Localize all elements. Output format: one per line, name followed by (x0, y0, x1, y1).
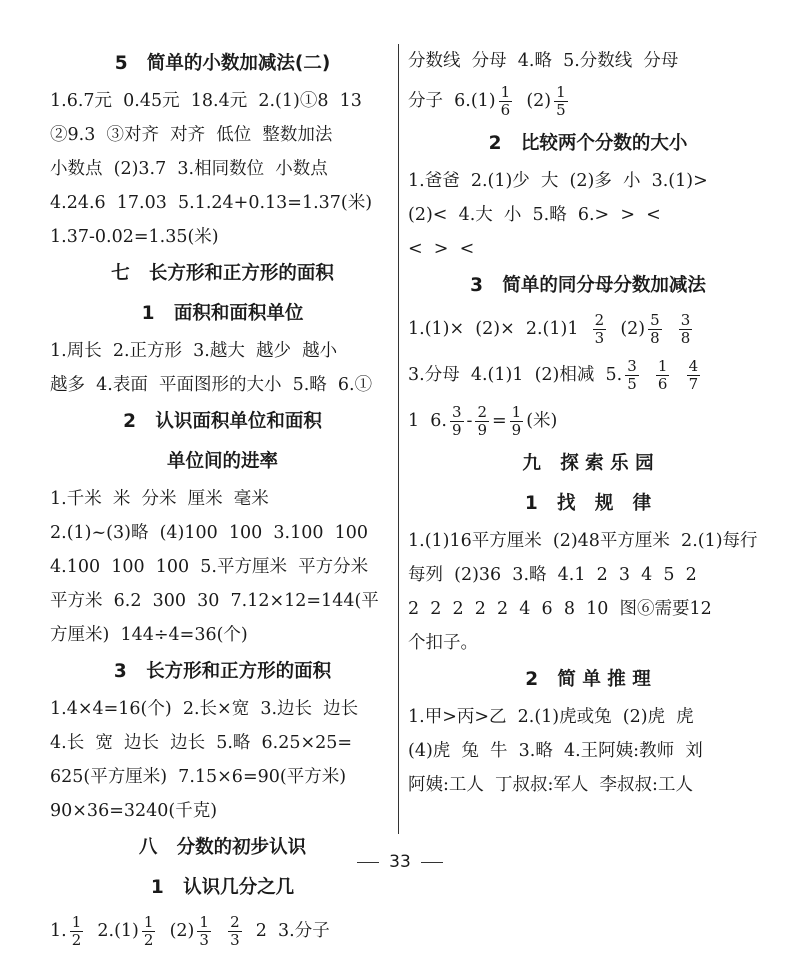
answer-line: 方厘米) 144÷4=36(个) (50, 625, 248, 645)
denominator: 7 (688, 375, 699, 393)
denominator: 9 (477, 421, 487, 439)
denominator: 3 (230, 931, 240, 949)
numerator: 1 (143, 913, 154, 931)
fraction (142, 914, 156, 949)
section-heading-cont: 单位间的进率 (166, 451, 278, 472)
numerator: 5 (650, 311, 660, 329)
section-heading: 5 简单的小数加减法(二) (114, 53, 331, 74)
denominator: 2 (71, 931, 82, 949)
answer-line-fractions (408, 78, 768, 124)
answer-text: 1.(1)× (2)× 2.(1)1 (408, 319, 579, 339)
numerator: 1 (500, 83, 511, 101)
denominator: 8 (680, 329, 691, 347)
section-heading: 2 认识面积单位和面积 (123, 411, 322, 432)
answer-text: 1 6. (408, 411, 447, 431)
left-column (50, 44, 395, 954)
answer-line: 小数点 (2)3.7 3.相同数位 小数点 (50, 159, 328, 179)
denominator: 9 (511, 421, 522, 439)
numerator: 3 (627, 357, 637, 375)
answer-line: 平方米 6.2 300 30 7.12×12=144(平 (50, 591, 379, 611)
answer-text: 1. (50, 921, 67, 941)
fraction (70, 914, 84, 949)
chapter-heading: 九 探 索 乐 园 (522, 453, 654, 474)
denominator: 6 (657, 375, 668, 393)
answer-line: 625(平方厘米) 7.15×6=90(平方米) (50, 767, 347, 787)
answer-line: 4.长 宽 边长 边长 5.略 6.25×25= (50, 733, 353, 753)
answer-text: (米) (526, 411, 558, 431)
dash-right (421, 862, 443, 863)
answer-line: 4.100 100 100 5.平方厘米 平方分米 (50, 557, 369, 577)
denominator: 8 (650, 329, 660, 347)
answer-line-fractions (408, 352, 768, 398)
section-heading: 1 认识几分之几 (150, 877, 295, 898)
section-heading: 3 长方形和正方形的面积 (113, 661, 332, 682)
answer-line-fractions (408, 306, 768, 352)
answer-line: 4.24.6 17.03 5.1.24+0.13=1.37(米) (50, 193, 373, 213)
column-divider (398, 44, 399, 834)
answer-text: 2 3.分子 (255, 921, 330, 941)
answer-line: (4)虎 兔 牛 3.略 4.王阿姨:教师 刘 (408, 741, 703, 761)
answer-line: 1.千米 米 分米 厘米 毫米 (50, 489, 269, 509)
numerator: 1 (657, 357, 668, 375)
answer-text: (2) (169, 921, 195, 941)
answer-line: (2)< 4.大 小 5.略 6.> > < (408, 205, 661, 225)
numerator: 1 (199, 913, 209, 931)
fraction (499, 84, 513, 119)
page-number-text: 33 (389, 852, 411, 872)
answer-line: 1.甲>丙>乙 2.(1)虎或兔 (2)虎 虎 (408, 707, 694, 727)
fraction (475, 404, 489, 439)
answer-line: < > < (408, 239, 475, 259)
fraction (197, 914, 211, 949)
numerator: 4 (688, 357, 699, 375)
section-heading: 2 比较两个分数的大小 (488, 133, 688, 154)
numerator: 1 (511, 403, 522, 421)
numerator: 3 (680, 311, 691, 329)
numerator: 2 (477, 403, 487, 421)
fraction (593, 312, 607, 347)
right-column (408, 44, 768, 802)
numerator: 2 (230, 913, 240, 931)
fraction (450, 404, 464, 439)
section-heading: 3 简单的同分母分数加减法 (470, 275, 706, 296)
numerator: 2 (594, 311, 605, 329)
answer-line: ②9.3 ③对齐 对齐 低位 整数加法 (50, 125, 333, 145)
answer-line: 1.6.7元 0.45元 18.4元 2.(1)①8 13 (50, 91, 362, 111)
answer-line: 90×36=3240(千克) (50, 801, 218, 821)
fraction (679, 312, 693, 347)
fraction (648, 312, 662, 347)
answer-line-fractions (50, 908, 395, 954)
numerator: 1 (71, 913, 82, 931)
answer-line-fractions (408, 398, 768, 444)
answer-line: 1.4×4=16(个) 2.长×宽 3.边长 边长 (50, 699, 359, 719)
answer-text: 3.分母 4.(1)1 (2)相减 5. (408, 365, 623, 385)
denominator: 2 (143, 931, 154, 949)
chapter-heading: 七 长方形和正方形的面积 (111, 263, 334, 284)
answer-line: 2 2 2 2 2 4 6 8 10 图⑥需要12 (408, 599, 712, 619)
chapter-heading: 八 分数的初步认识 (138, 837, 307, 858)
section-heading: 2 简 单 推 理 (525, 669, 651, 690)
answer-line: 阿姨:工人 丁叔叔:军人 李叔叔:工人 (408, 775, 693, 795)
page-number (0, 852, 800, 872)
operator: = (491, 411, 507, 431)
fraction (228, 914, 242, 949)
fraction (554, 84, 568, 119)
denominator: 5 (627, 375, 637, 393)
fraction (687, 358, 701, 393)
section-heading: 1 面积和面积单位 (141, 303, 304, 324)
answer-line: 1.37-0.02=1.35(米) (50, 227, 219, 247)
denominator: 5 (556, 101, 566, 119)
denominator: 3 (199, 931, 209, 949)
denominator: 9 (451, 421, 462, 439)
answer-text: 分子 6.(1) (408, 91, 496, 111)
answer-line: 分数线 分母 4.略 5.分数线 分母 (408, 51, 679, 71)
section-heading: 1 找 规 律 (524, 493, 652, 514)
answer-line: 1.爸爸 2.(1)少 大 (2)多 小 3.(1)> (408, 171, 708, 191)
denominator: 6 (500, 101, 511, 119)
answer-line: 2.(1)~(3)略 (4)100 100 3.100 100 (50, 523, 369, 543)
operator: - (466, 411, 473, 431)
answer-text: (2) (620, 319, 646, 339)
answer-text: (2) (526, 91, 552, 111)
dash-left (357, 862, 379, 863)
answer-line: 1.(1)16平方厘米 (2)48平方厘米 2.(1)每行 (408, 531, 758, 551)
answer-line: 每列 (2)36 3.略 4.1 2 3 4 5 2 (408, 565, 697, 585)
fraction (625, 358, 639, 393)
answer-line: 1.周长 2.正方形 3.越大 越少 越小 (50, 341, 338, 361)
answer-text: 2.(1) (97, 921, 139, 941)
numerator: 1 (556, 83, 566, 101)
fraction (510, 404, 524, 439)
answer-line: 越多 4.表面 平面图形的大小 5.略 6.① (50, 375, 373, 395)
answer-line: 个扣子。 (408, 633, 478, 653)
fraction (656, 358, 670, 393)
denominator: 3 (594, 329, 605, 347)
numerator: 3 (451, 403, 462, 421)
